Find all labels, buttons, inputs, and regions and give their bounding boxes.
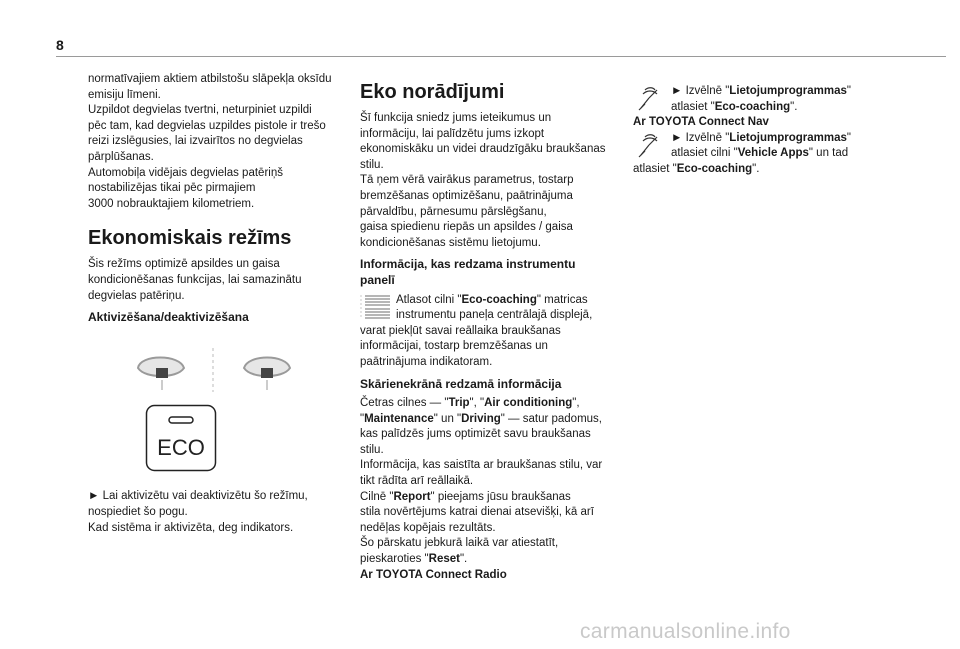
eco-coaching-intro: [360, 111, 605, 251]
header-rule: [56, 56, 946, 57]
text-line: atlasiet "Eco-coaching".: [633, 162, 760, 175]
text-line: tikt rādīta arī reāllaikā.: [360, 475, 474, 488]
text-line: nospiediet šo pogu.: [88, 505, 188, 518]
text-line: ekonomiskāku un videi draudzīgāku braukšanas: [360, 143, 606, 156]
text-line: atlasiet "Eco-coaching".: [671, 100, 798, 113]
text-line: nostabilizējas tikai pēc pirmajiem: [88, 182, 256, 195]
text-line: stilu.: [360, 443, 384, 456]
section-heading-eco-coaching: Eko norādījumi: [360, 81, 505, 103]
watermark: carmanualsonline.info: [580, 620, 791, 643]
page-number: 8: [56, 37, 64, 53]
column-right: [635, 84, 885, 178]
text-line: gaisa spiedienu riepās un apsildes / gaisa: [360, 221, 573, 234]
fuel-intro-paragraph: [88, 72, 332, 212]
text-line: nedēļas kopējais rezultāts.: [360, 521, 496, 534]
column-left: [88, 72, 332, 540]
text-line: stila novērtējums katrai dienai atsevišķi, kā arī: [360, 506, 594, 519]
text-line: paātrinājuma indikatoram.: [360, 355, 493, 368]
nav-heading: Ar TOYOTA Connect Nav: [633, 116, 769, 129]
column-middle: [360, 80, 605, 587]
step-radio: [635, 84, 885, 115]
text-line: Šis režīms optimizē apsildes un gaisa: [88, 258, 280, 271]
subheading-activation: Aktivizēšana/deaktivizēšana: [88, 310, 249, 325]
activation-instructions: [88, 489, 328, 536]
steering-wheel-illustration: [88, 340, 328, 398]
instrument-panel-icon: [360, 293, 392, 321]
text-line: instrumentu paneļa centrālajā displejā,: [396, 309, 593, 322]
text-line: informāciju, lai palīdzētu jums izkopt: [360, 127, 545, 140]
text-line: Šo pārskatu jebkurā laikā var atiestatīt,: [360, 537, 559, 550]
section-heading-eco-mode: Ekonomiskais režīms: [88, 227, 292, 250]
text-line: ► Izvēlnē "Lietojumprogrammas": [671, 85, 851, 97]
text-line: Automobiļa vidējais degvielas patēriņš: [88, 166, 283, 179]
eco-button-illustration: [145, 404, 328, 478]
text-line: pārplūšanas.: [88, 150, 154, 163]
text-line: Četras cilnes — "Trip", "Air conditioning",: [360, 397, 580, 410]
text-line: panelī: [360, 272, 395, 287]
eco-button-icon: [145, 404, 217, 472]
eco-mode-description: [88, 257, 328, 304]
text-line: pārvaldību, pārnesumu pārslēgšanu,: [360, 205, 547, 218]
text-line: reizi izslēgusies, lai izvairītos no degvielas: [88, 135, 303, 148]
instrument-panel-paragraph: [360, 293, 605, 371]
text-line: Cilnē "Report" pieejams jūsu braukšanas: [360, 490, 571, 503]
text-line: pēc tam, kad degvielas uzpildes pistole ir trešo: [88, 119, 326, 132]
text-line: emisiju līmeni.: [88, 88, 161, 101]
text-line: varat piekļūt savai reāllaika braukšanas: [360, 324, 561, 337]
text-line: bremzēšanas optimizēšanu, paātrinājuma: [360, 189, 573, 202]
text-line: stilu.: [360, 158, 384, 171]
eco-label: ECO: [157, 434, 205, 460]
step-nav: [635, 131, 885, 162]
text-line: Atlasot cilni "Eco-coaching" matricas: [360, 293, 605, 309]
text-line: Tā ņem vērā vairākus parametrus, tostarp: [360, 174, 574, 187]
radio-heading: Ar TOYOTA Connect Radio: [360, 568, 507, 581]
text-line: Kad sistēma ir aktivizēta, deg indikators.: [88, 521, 294, 534]
touch-hand-icon: [635, 131, 665, 161]
text-line: atlasiet cilni "Vehicle Apps" un tad: [671, 147, 849, 160]
text-line: informācijai, tostarp bremzēšanas un: [360, 340, 548, 353]
text-line: Informācija, kas redzama instrumentu: [360, 257, 576, 272]
text-line: 3000 nobrauktajiem kilometriem.: [88, 197, 255, 210]
text-line: Informācija, kas saistīta ar braukšanas stilu, var: [360, 459, 603, 472]
text-line: Uzpildot degvielas tvertni, neturpiniet uzpildi: [88, 104, 312, 117]
text-line: normatīvajiem aktiem atbilstošu slāpekļa oksīdu: [88, 73, 332, 85]
text-line: ► Lai aktivizētu vai deaktivizētu šo režīmu,: [88, 490, 308, 503]
text-line: kondicionēšanas funkcijas, lai samazinātu: [88, 273, 302, 286]
touch-hand-icon: [635, 84, 665, 114]
text-line: "Maintenance" un "Driving" — satur padomus,: [360, 412, 602, 425]
text-line: pieskaroties "Reset".: [360, 553, 468, 566]
text-line: Šī funkcija sniedz jums ieteikumus un: [360, 112, 552, 124]
text-line: kas palīdzēs jums optimizēt savu braukšanas: [360, 428, 591, 441]
text-line: ► Izvēlnē "Lietojumprogrammas": [671, 131, 851, 144]
touchscreen-paragraph: [360, 396, 605, 583]
text-line: degvielas patēriņu.: [88, 289, 185, 302]
steering-wheel-icon: [88, 340, 328, 398]
subheading-touchscreen: Skārienekrānā redzamā informācija: [360, 376, 562, 391]
subheading-instrument-panel: [360, 257, 605, 288]
text-line: kondicionēšanas sistēmu lietojumu.: [360, 236, 541, 249]
